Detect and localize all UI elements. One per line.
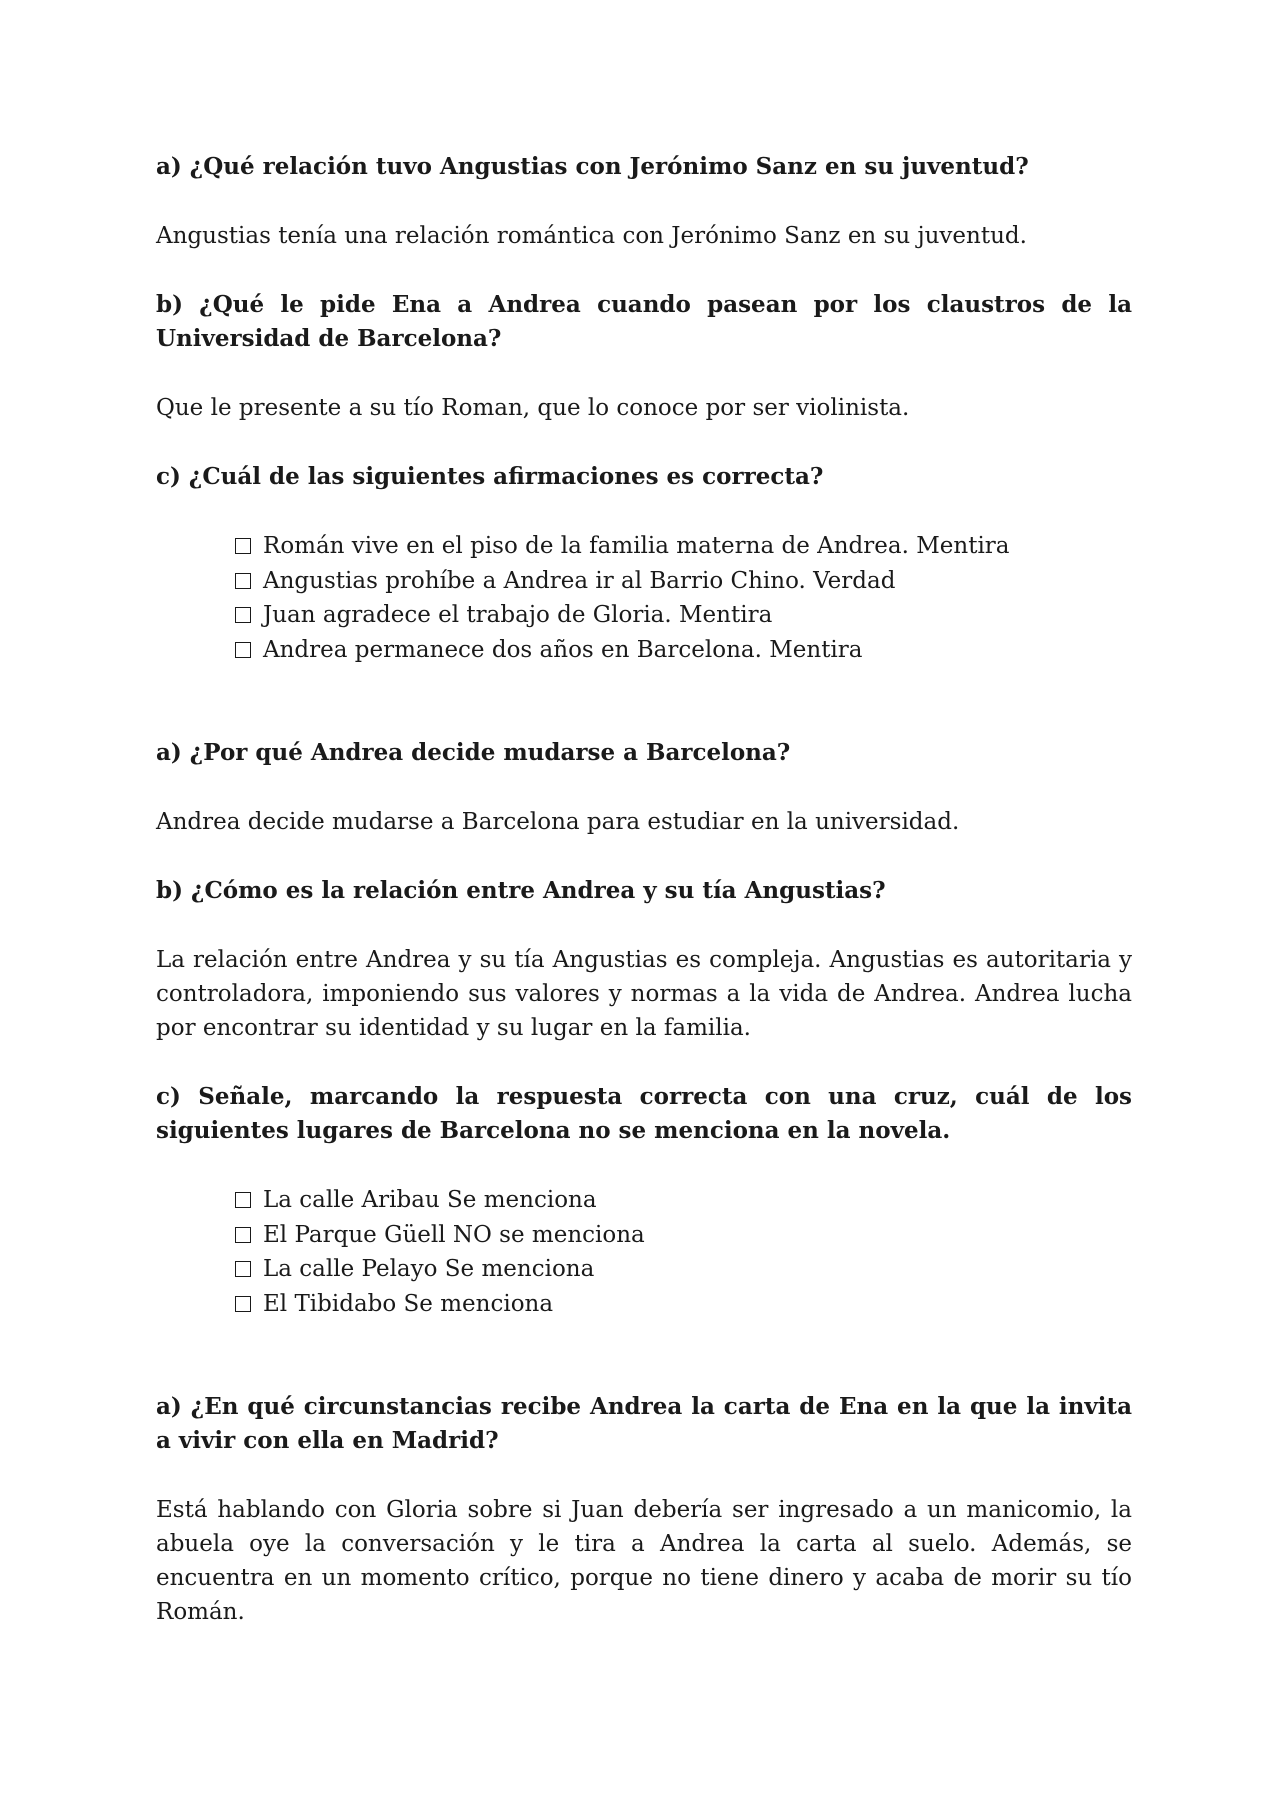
answer-1b: Que le presente a su tío Roman, que lo conoce por ser violinista. — [156, 395, 910, 421]
document-page — [156, 150, 1132, 1629]
option-label: La calle Aribau Se menciona — [263, 1187, 597, 1213]
option-item — [235, 1218, 1132, 1253]
option-item — [235, 598, 1132, 633]
option-label: El Tibidabo Se menciona — [263, 1290, 554, 1317]
checkbox-icon[interactable] — [235, 607, 251, 623]
answer-2b: La relación entre Andrea y su tía Angustias es compleja. Angustias es autoritaria y controladora, imponiendo sus valores y normas a la vida de Andrea. Andrea lucha por encontrar su identidad y su lugar en la familia. — [156, 947, 1132, 1041]
checkbox-icon[interactable] — [235, 1192, 251, 1208]
checkbox-icon[interactable] — [235, 1296, 251, 1312]
question-2a: a) ¿Por qué Andrea decide mudarse a Barcelona? — [156, 739, 791, 766]
options-list-1c — [156, 529, 1132, 667]
option-label: La calle Pelayo Se menciona — [263, 1256, 595, 1282]
option-item — [235, 564, 1132, 599]
option-item — [235, 529, 1132, 564]
option-label: Juan agradece el trabajo de Gloria. Mentira — [263, 602, 773, 628]
checkbox-icon[interactable] — [235, 573, 251, 589]
checkbox-icon[interactable] — [235, 1261, 251, 1277]
option-item — [235, 1252, 1132, 1287]
option-label: Angustias prohíbe a Andrea ir al Barrio Chino. Verdad — [263, 567, 896, 594]
answer-2a: Andrea decide mudarse a Barcelona para estudiar en la universidad. — [156, 809, 960, 835]
checkbox-icon[interactable] — [235, 642, 251, 658]
option-item — [235, 1183, 1132, 1218]
question-3a: a) ¿En qué circunstancias recibe Andrea la carta de Ena en la que la invita a vivir con ella en Madrid? — [156, 1393, 1132, 1454]
question-1a: a) ¿Qué relación tuvo Angustias con Jerónimo Sanz en su juventud? — [156, 153, 1029, 180]
option-item — [235, 1287, 1132, 1322]
option-label: Román vive en el piso de la familia materna de Andrea. Mentira — [263, 533, 1010, 559]
options-list-2c — [156, 1183, 1132, 1321]
option-label: El Parque Güell NO se menciona — [263, 1221, 645, 1248]
checkbox-icon[interactable] — [235, 1227, 251, 1243]
question-2c: c) Señale, marcando la respuesta correcta con una cruz, cuál de los siguientes lugares de Barcelona no se menciona en la novela. — [156, 1083, 1132, 1144]
question-1c: c) ¿Cuál de las siguientes afirmaciones es correcta? — [156, 463, 824, 490]
option-item — [235, 633, 1132, 668]
option-label: Andrea permanece dos años en Barcelona. Mentira — [263, 636, 863, 663]
question-1b: b) ¿Qué le pide Ena a Andrea cuando pasean por los claustros de la Universidad de Barcelona? — [156, 291, 1132, 352]
answer-1a: Angustias tenía una relación romántica con Jerónimo Sanz en su juventud. — [156, 223, 1027, 249]
question-2b: b) ¿Cómo es la relación entre Andrea y su tía Angustias? — [156, 877, 886, 904]
answer-3a: Está hablando con Gloria sobre si Juan debería ser ingresado a un manicomio, la abuela oye la conversación y le tira a Andrea la carta al suelo. Además, se encuentra en un momento crítico, porque no tiene dinero y acaba de morir su tío Román. — [156, 1497, 1132, 1625]
checkbox-icon[interactable] — [235, 538, 251, 554]
